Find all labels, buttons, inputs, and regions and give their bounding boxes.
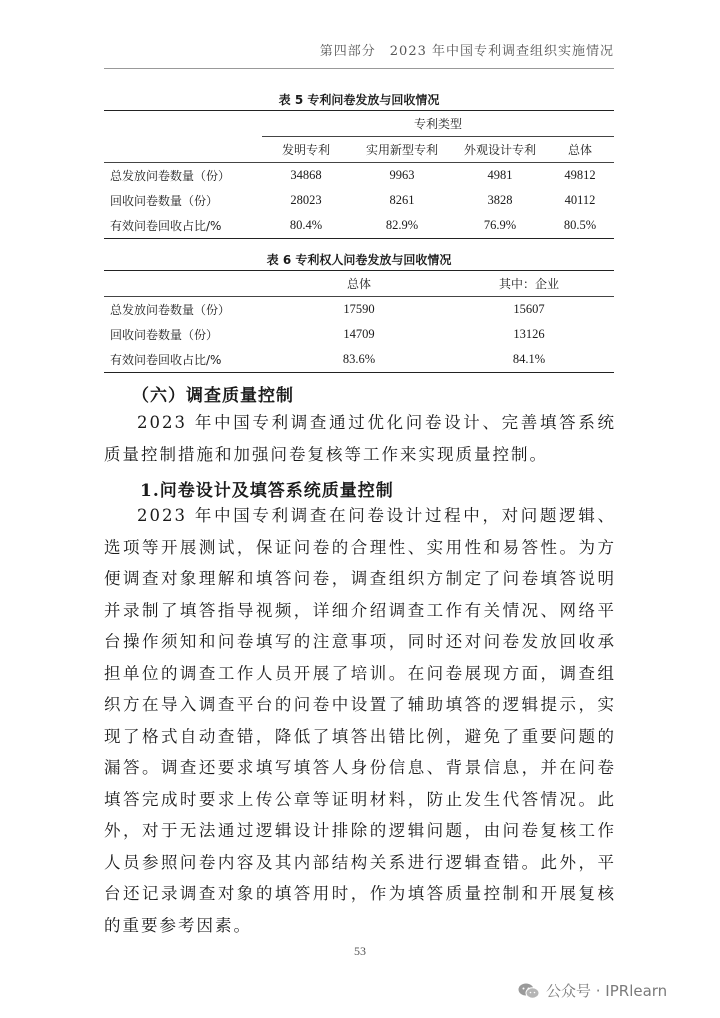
table-row <box>104 163 614 189</box>
row-label: 回收问卷数量（份） <box>110 194 219 208</box>
row-label: 有效问卷回收占比/% <box>104 347 274 373</box>
table-cell: 9963 <box>389 168 415 182</box>
subsection-heading: 1.问卷设计及填答系统质量控制 <box>140 481 394 501</box>
section-intro-paragraph: 2023 年中国专利调查通过优化问卷设计、完善填答系统质量控制措施和加强问卷复核等工作来实现质量控制。 <box>104 413 616 464</box>
table-row <box>104 188 614 213</box>
table5-group-header: 专利类型 <box>262 111 614 137</box>
table6-header-blank <box>104 271 274 297</box>
table-cell: 49812 <box>564 168 596 182</box>
header-divider <box>104 68 614 69</box>
table-cell: 17590 <box>343 302 375 316</box>
watermark <box>518 980 667 1001</box>
table-row <box>104 297 614 323</box>
table6-header-row <box>104 271 614 297</box>
wechat-icon <box>518 982 540 1000</box>
table-cell: 3828 <box>487 193 513 207</box>
page-number: 53 <box>354 944 366 958</box>
row-label: 总发放问卷数量（份） <box>110 303 231 317</box>
table-cell: 83.6% <box>274 347 444 373</box>
table-cell: 8261 <box>389 193 415 207</box>
table-cell: 40112 <box>564 193 596 207</box>
section-heading: （六）调查质量控制 <box>132 386 294 406</box>
table5-col-header: 总体 <box>546 137 614 163</box>
table-cell: 14709 <box>343 327 375 341</box>
table5-col-header: 发明专利 <box>262 137 350 163</box>
table5-col-header: 实用新型专利 <box>350 137 454 163</box>
table-cell: 82.9% <box>350 213 454 239</box>
table5-header-row <box>104 137 614 163</box>
table5-col-header: 外观设计专利 <box>454 137 546 163</box>
table-row <box>104 213 614 239</box>
table6 <box>104 270 614 373</box>
table-cell: 28023 <box>290 193 322 207</box>
table-cell: 80.5% <box>546 213 614 239</box>
table-cell: 15607 <box>513 302 545 316</box>
table-cell: 76.9% <box>454 213 546 239</box>
row-label: 有效问卷回收占比/% <box>104 213 262 239</box>
table-cell: 84.1% <box>444 347 614 373</box>
table6-caption: 表 6 专利权人问卷发放与回收情况 <box>266 253 452 267</box>
table-cell: 13126 <box>513 327 545 341</box>
table-cell: 4981 <box>487 168 513 182</box>
running-header: 第四部分 2023 年中国专利调查组织实施情况 <box>319 44 614 59</box>
table5-caption: 表 5 专利问卷发放与回收情况 <box>278 93 440 107</box>
table-row <box>104 347 614 373</box>
body-paragraph: 2023 年中国专利调查在问卷设计过程中，对问题逻辑、选项等开展测试，保证问卷的合理性、实用性和易答性。为方便调查对象理解和填答问卷，调查组织方制定了问卷填答说明并录制了填答指导视频，详细介绍调查工作有关情况、网络平台操作须知和问卷填写的注意事项，同时还对问卷发放回收承担单位的调查工作人员开展了培训。在问卷展现方面，调查组织方在导入调查平台的问卷中设置了辅助填答的逻辑提示，实现了格式自动查错，降低了填答出错比例，避免了重要问题的漏答。调查还要求填写填答人身份信息、背景信息，并在问卷填答完成时要求上传公章等证明材料，防止发生代答情况。此外，对于无法通过逻辑设计排除的逻辑问题，由问卷复核工作人员参照问卷内容及其内部结构关系进行逻辑查错。此外，平台还记录调查对象的填答用时，作为填答质量控制和开展复核的重要参考因素。 <box>104 506 616 935</box>
table-row <box>104 322 614 347</box>
table5 <box>104 110 614 239</box>
table5-header-blank <box>104 137 262 163</box>
table-cell: 80.4% <box>262 213 350 239</box>
table5-corner <box>104 111 262 137</box>
table6-col-header: 总体 <box>274 271 444 297</box>
table6-col-header: 其中：企业 <box>444 271 614 297</box>
row-label: 总发放问卷数量（份） <box>110 169 231 183</box>
watermark-text: 公众号 · IPRlearn <box>546 982 668 1000</box>
table-cell: 34868 <box>290 168 322 182</box>
row-label: 回收问卷数量（份） <box>110 328 219 342</box>
